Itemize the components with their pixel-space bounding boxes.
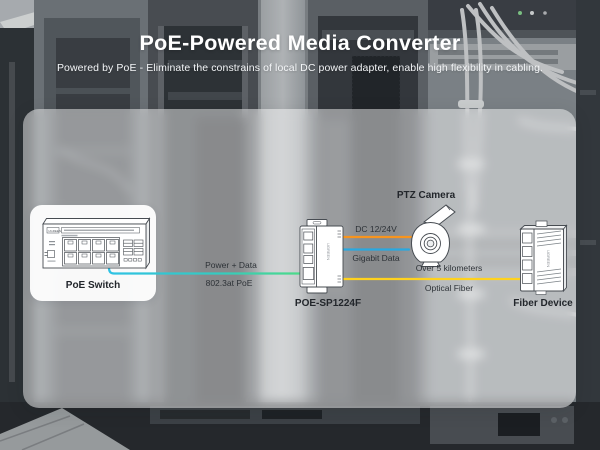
poe-standard-label: 802.3at PoE [205, 278, 253, 288]
power-data-label: Power + Data [205, 259, 257, 270]
media-converter-icon [300, 220, 343, 294]
ptz-camera-icon [412, 205, 456, 267]
switch-brand-text: UGREEN [48, 228, 62, 233]
dc-power-label: DC 12/24V [355, 224, 397, 234]
fiber-device-label: Fiber Device [513, 298, 573, 309]
poe-switch-label: PoE Switch [65, 280, 121, 291]
page-subtitle: Powered by PoE - Eliminate the constrains of local DC power adapter, enable high flexibility in cabling. [56, 62, 544, 74]
media-converter-label: POE-SP1224F [294, 298, 362, 309]
poe-switch-icon [43, 219, 150, 269]
fiber-brand-text: UGREEN [546, 250, 551, 268]
converter-brand-text: UGREEN [326, 243, 331, 261]
optical-fiber-label: Optical Fiber [424, 282, 474, 293]
page-title: PoE-Powered Media Converter [139, 31, 461, 55]
gigabit-data-label: Gigabit Data [352, 252, 400, 263]
fiber-device-icon [521, 221, 567, 295]
distance-label: Over 5 kilometers [415, 263, 483, 273]
ptz-camera-label: PTZ Camera [396, 190, 456, 201]
